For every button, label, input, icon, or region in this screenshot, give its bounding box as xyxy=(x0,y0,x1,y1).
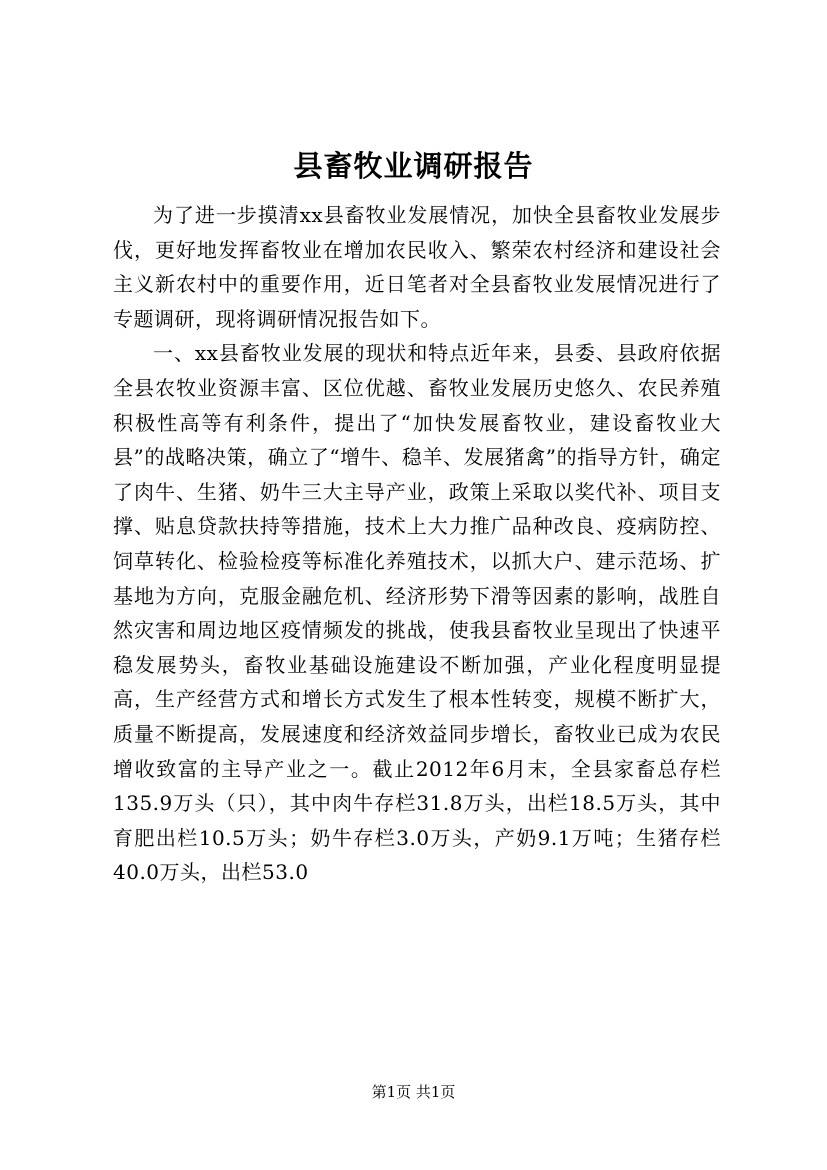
document-body xyxy=(113,198,721,890)
document-title: 县畜牧业调研报告 xyxy=(293,149,534,183)
paragraph-section-one: 一、xx县畜牧业发展的现状和特点近年来，县委、县政府依据全县农牧业资源丰富、区位优越、畜牧业发展历史悠久、农民养殖积极性高等有利条件，提出了“加快发展畜牧业，建设畜牧业大县”的战略决策，确立了“增牛、稳羊、发展猪禽”的指导方针，确定了肉牛、生猪、奶牛三大主导产业，政策上采取以奖代补、项目支撑、贴息贷款扶持等措施，技术上大力推广品种改良、疫病防控、饲草转化、检验检疫等标准化养殖技术，以抓大户、建示范场、扩基地为方向，克服金融危机、经济形势下滑等因素的影响，战胜自然灾害和周边地区疫情频发的挑战，使我县畜牧业呈现出了快速平稳发展势头，畜牧业基础设施建设不断加强，产业化程度明显提高，生产经营方式和增长方式发生了根本性转变，规模不断扩大，质量不断提高，发展速度和经济效益同步增长，畜牧业已成为农民增收致富的主导产业之一。截止2012年6月末，全县家畜总存栏135.9万头（只），其中肉牛存栏31.8万头，出栏18.5万头，其中育肥出栏10.5万头；奶牛存栏3.0万头，产奶9.1万吨；生猪存栏40.0万头，出栏53.0 xyxy=(113,341,721,885)
page-footer: 第1页 共1页 xyxy=(371,1083,456,1101)
paragraph-intro: 为了进一步摸清xx县畜牧业发展情况，加快全县畜牧业发展步伐，更好地发挥畜牧业在增加农民收入、繁荣农村经济和建设社会主义新农村中的重要作用，近日笔者对全县畜牧业发展情况进行了专题调研，现将调研情况报告如下。 xyxy=(113,203,721,331)
